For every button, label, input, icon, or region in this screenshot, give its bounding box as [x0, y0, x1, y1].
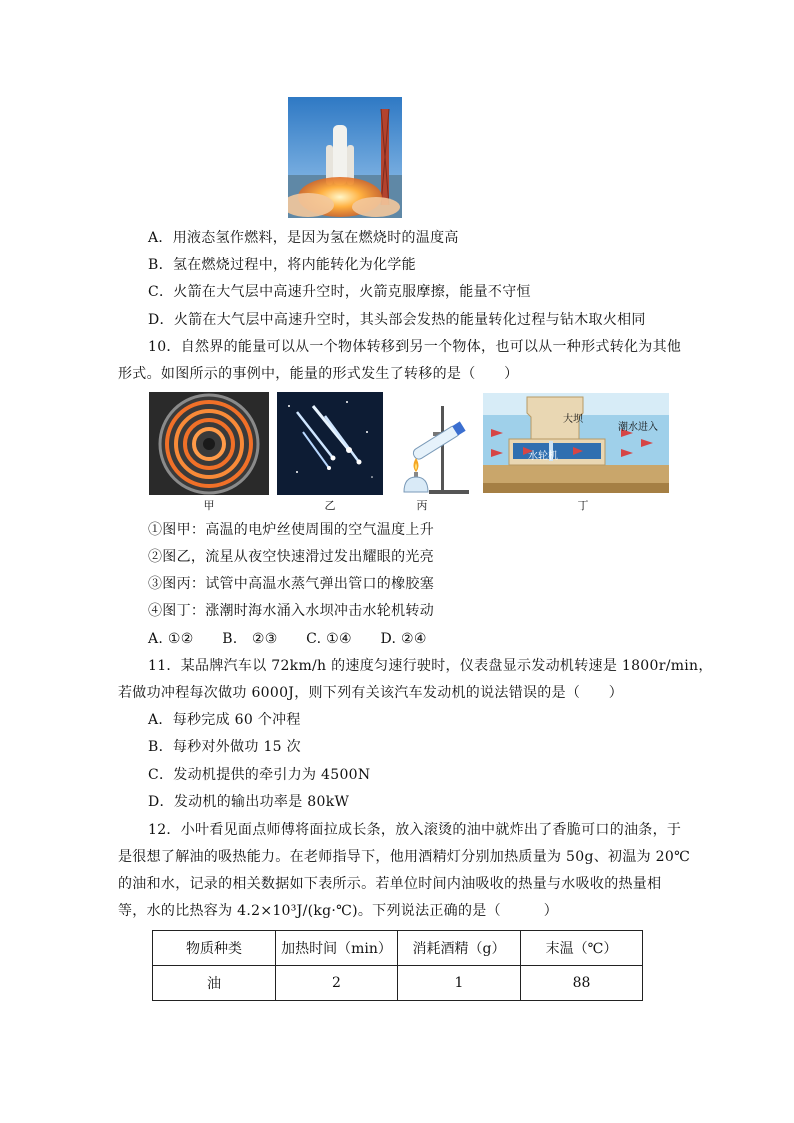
figure-bing-test-tube: [393, 402, 477, 496]
table-cell: 油: [153, 966, 276, 1001]
q10-choices: A. ①② B. ②③ C. ①④ D. ②④: [148, 631, 427, 647]
q12-stem-line3: 的油和水，记录的相关数据如下表所示。若单位时间内油吸收的热量与水吸收的热量相: [118, 876, 662, 892]
table-header-row: [153, 931, 643, 966]
q9-option-c: C．火箭在大气层中高速升空时，火箭克服摩擦，能量不守恒: [148, 284, 531, 300]
q9-option-d: D．火箭在大气层中高速升空时，其头部会发热的能量转化过程与钻木取火相同: [148, 312, 646, 328]
meteors-illustration: [277, 392, 383, 495]
q9-option-b: B．氢在燃烧过程中，将内能转化为化学能: [148, 257, 416, 273]
q10-statement-1: ①图甲：高温的电炉丝使周围的空气温度上升: [148, 522, 434, 538]
figure-ding-dam-turbine: [483, 393, 669, 493]
figure-yi-meteors: [277, 392, 383, 495]
table-cell: 2: [276, 966, 398, 1001]
caption-bing: 丙: [416, 499, 428, 512]
rocket-launch-image: [288, 97, 402, 218]
q11-option-c: C．发动机提供的牵引力为 4500N: [148, 767, 371, 783]
table-row: [153, 966, 643, 1001]
q9-option-a: A．用液态氢作燃料，是因为氢在燃烧时的温度高: [148, 230, 459, 246]
test-tube-illustration: [393, 402, 477, 496]
electric-coil-illustration: [149, 392, 269, 495]
dam-label: 大坝: [563, 414, 583, 425]
q10-stem-line1: 10．自然界的能量可以从一个物体转移到另一个物体，也可以从一种形式转化为其他: [148, 339, 682, 355]
table-cell: 1: [398, 966, 521, 1001]
q12-stem-line2: 是很想了解油的吸热能力。在老师指导下，他用酒精灯分别加热质量为 50g、初温为 20℃: [118, 849, 691, 865]
rocket-illustration: [288, 97, 402, 218]
q11-stem-line2: 若做功冲程每次做功 6000J，则下列有关该汽车发动机的说法错误的是（ ）: [118, 685, 624, 701]
table-header-cell: 末温（℃）: [521, 931, 643, 966]
caption-yi: 乙: [324, 499, 336, 512]
q11-option-b: B．每秒对外做功 15 次: [148, 739, 301, 755]
q10-statement-3: ③图丙：试管中高温水蒸气弹出管口的橡胶塞: [148, 576, 434, 592]
q11-stem-line1: 11．某品牌汽车以 72km/h 的速度匀速行驶时，仪表盘显示发动机转速是 1800r/min，: [148, 658, 713, 674]
q10-stem-line2: 形式。如图所示的事例中，能量的形式发生了转移的是（ ）: [118, 366, 519, 382]
q10-statement-4: ④图丁：涨潮时海水涌入水坝冲击水轮机转动: [148, 603, 434, 619]
figure-jia-electric-coil: [149, 392, 269, 495]
water-in-label: 潮水进入: [618, 422, 658, 433]
q12-stem-line1: 12．小叶看见面点师傅将面拉成长条，放入滚烫的油中就炸出了香脆可口的油条，于: [148, 822, 682, 838]
q11-option-d: D．发动机的输出功率是 80kW: [148, 794, 350, 810]
table-header-cell: 加热时间（min）: [276, 931, 398, 966]
table-header-cell: 物质种类: [153, 931, 276, 966]
caption-jia: 甲: [203, 499, 215, 512]
q12-stem-line4: 等，水的比热容为 4.2×10³J/(kg·℃)。下列说法正确的是（ ）: [118, 903, 559, 919]
table-header-cell: 消耗酒精（g）: [398, 931, 521, 966]
q11-option-a: A．每秒完成 60 个冲程: [148, 712, 301, 728]
dam-turbine-illustration: [483, 393, 669, 493]
q10-statement-2: ②图乙，流星从夜空快速滑过发出耀眼的光亮: [148, 549, 434, 565]
caption-ding: 丁: [577, 499, 589, 512]
table-cell: 88: [521, 966, 643, 1001]
q12-data-table: [152, 930, 643, 1001]
turbine-label: 水轮机: [528, 451, 558, 462]
